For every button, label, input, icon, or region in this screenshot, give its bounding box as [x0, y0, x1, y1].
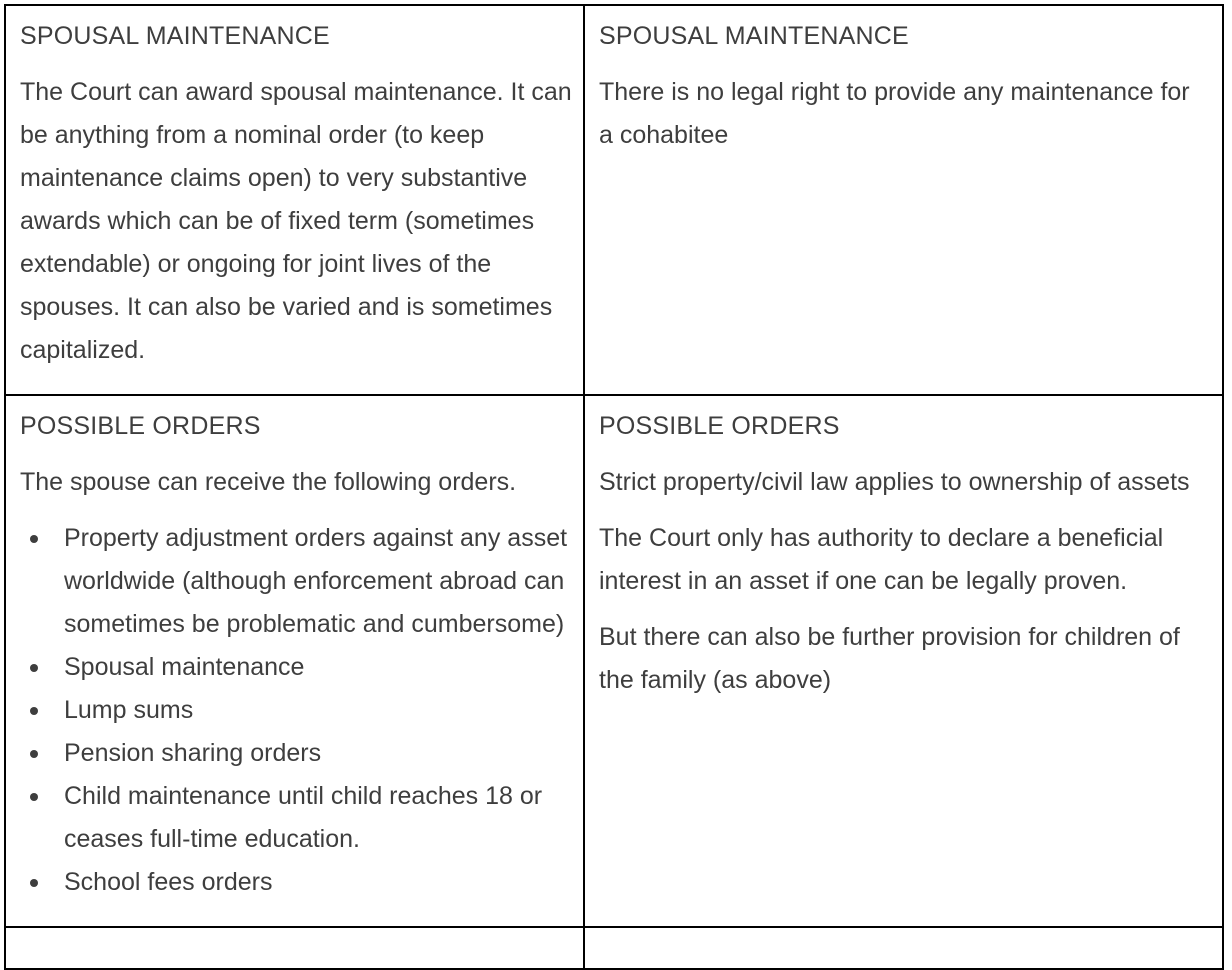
- paragraph: The spouse can receive the following orders.: [20, 468, 517, 496]
- table-row-next-partial: [6, 928, 1222, 968]
- paragraph: But there can also be further provision for children of the family (as above): [599, 623, 1180, 694]
- table-row-spousal-maintenance: [6, 6, 1222, 396]
- bullet-item: Spousal maintenance: [20, 646, 573, 689]
- bullet-item: Property adjustment orders against any asset worldwide (although enforcement abroad can sometimes be problematic and cumbersome): [20, 517, 573, 646]
- cell-marriage-spousal-maintenance: [6, 6, 585, 394]
- paragraph: The Court only has authority to declare a beneficial interest in an asset if one can be legally proven.: [599, 524, 1164, 595]
- cell-cohabitee-spousal-maintenance: [585, 6, 1222, 394]
- cell-cohabitee-possible-orders: [585, 396, 1222, 926]
- bullet-item: Pension sharing orders: [20, 732, 573, 775]
- table-row-possible-orders: [6, 396, 1222, 928]
- paragraph: The Court can award spousal maintenance. It can be anything from a nominal order (to keep maintenance claims open) to very substantive awards which can be of fixed term (sometimes extendable) or ongoing for joint lives of the spouses. It can also be varied and is sometimes capitalized.: [20, 78, 572, 364]
- section-heading: SPOUSAL MAINTENANCE: [599, 22, 909, 50]
- bullet-item: Child maintenance until child reaches 18 or ceases full-time education.: [20, 775, 573, 861]
- cell-next-left: [6, 928, 585, 968]
- cell-next-right: [585, 928, 1222, 968]
- section-heading: POSSIBLE ORDERS: [20, 412, 261, 440]
- paragraph: There is no legal right to provide any maintenance for a cohabitee: [599, 78, 1190, 149]
- bullet-list: [20, 517, 573, 904]
- cell-marriage-possible-orders: [6, 396, 585, 926]
- section-heading: POSSIBLE ORDERS: [599, 412, 840, 440]
- bullet-item: Lump sums: [20, 689, 573, 732]
- paragraph: Strict property/civil law applies to ownership of assets: [599, 468, 1190, 496]
- bullet-item: School fees orders: [20, 861, 573, 904]
- section-heading: SPOUSAL MAINTENANCE: [20, 22, 330, 50]
- comparison-table: [4, 4, 1224, 970]
